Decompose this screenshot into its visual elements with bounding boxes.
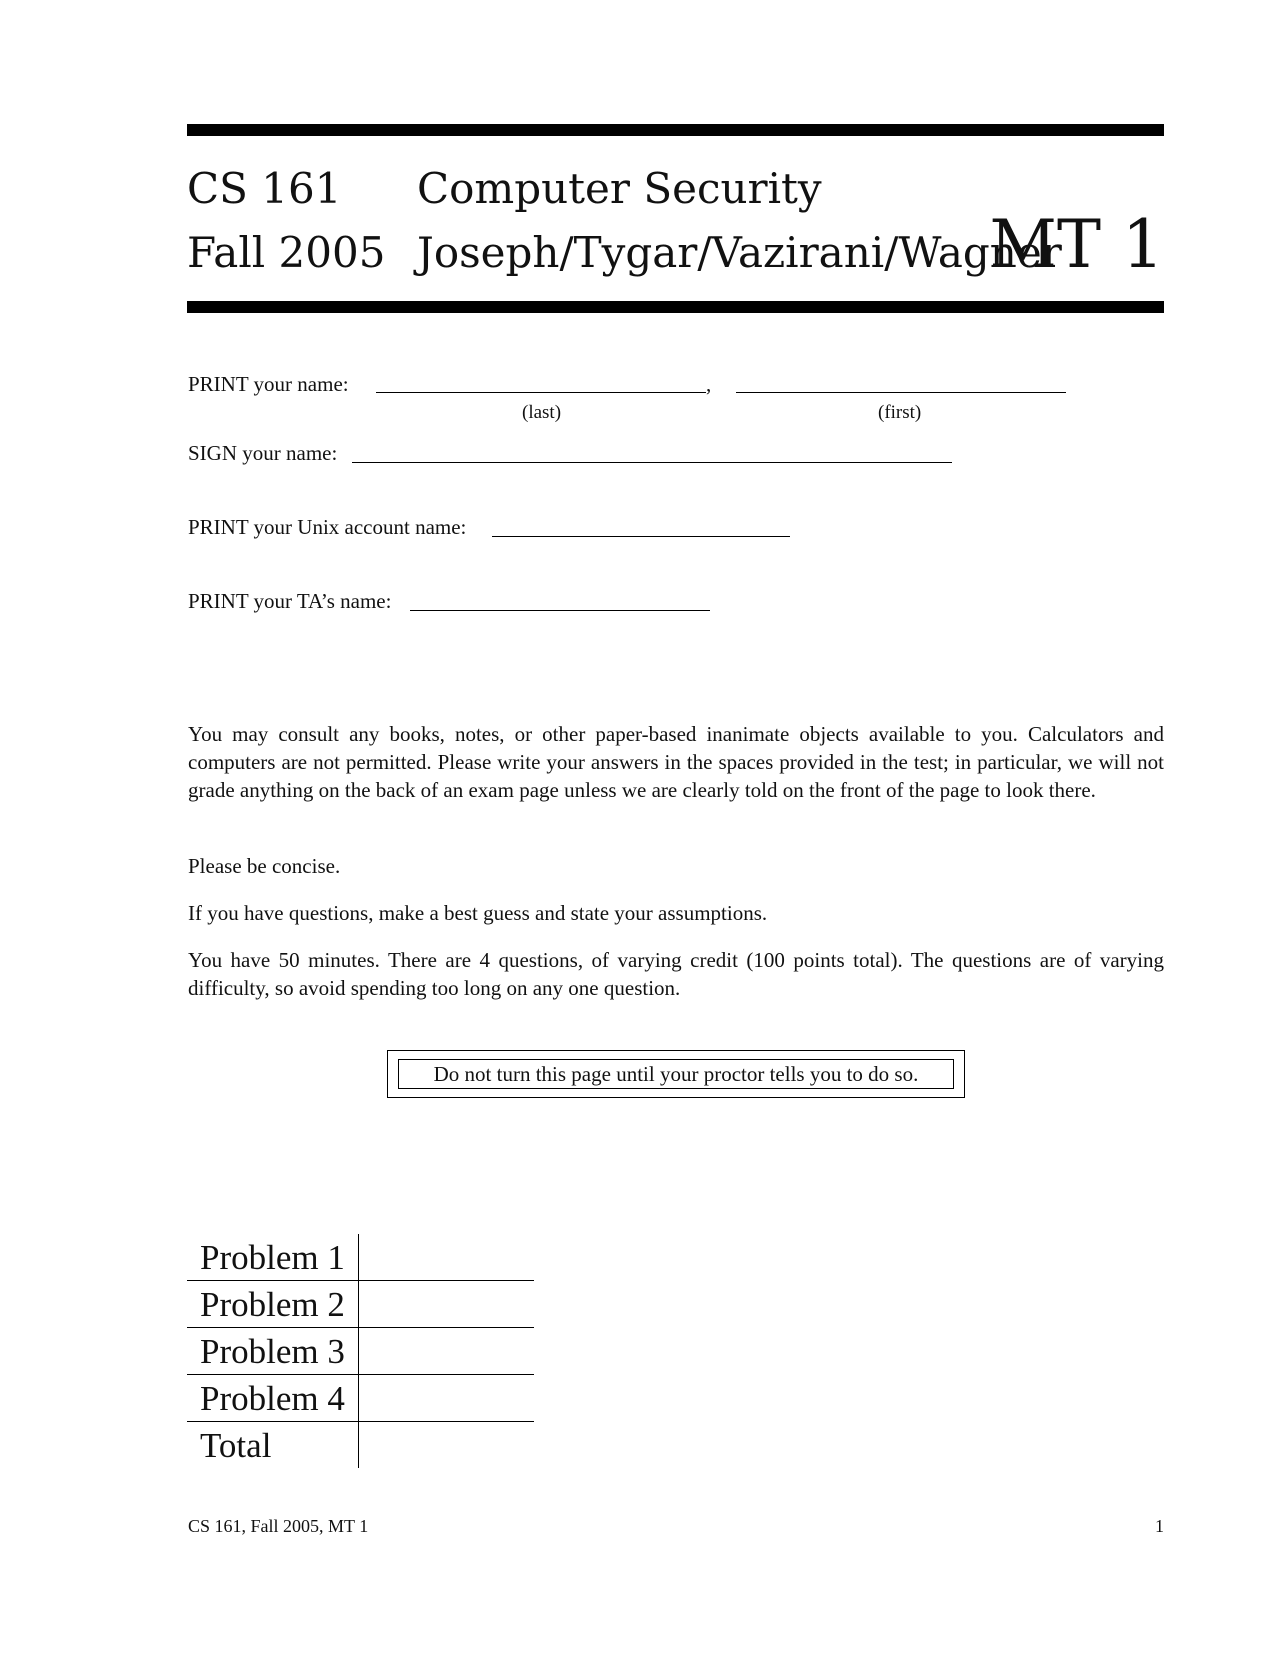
problem-3-label: Problem 3 [187, 1328, 358, 1375]
score-table [187, 1234, 534, 1468]
unix-account-label: PRINT your Unix account name: [188, 515, 467, 539]
problem-4-score-cell[interactable] [358, 1375, 534, 1422]
last-caption: (last) [522, 402, 562, 423]
last-name-field[interactable] [376, 392, 706, 393]
problem-4-label: Problem 4 [187, 1375, 358, 1422]
problem-2-score-cell[interactable] [358, 1281, 534, 1328]
first-caption: (first) [878, 402, 922, 423]
unix-account-field[interactable] [492, 536, 790, 537]
course-number: CS 161 [187, 164, 342, 213]
table-row [187, 1234, 534, 1281]
course-title: Computer Security [417, 164, 822, 213]
table-row [187, 1328, 534, 1375]
instructions-paragraph-3: If you have questions, make a best guess and state your assumptions. [188, 901, 768, 925]
table-row [187, 1281, 534, 1328]
page-number: 1 [1155, 1516, 1164, 1536]
problem-2-label: Problem 2 [187, 1281, 358, 1328]
exam-label: MT 1 [989, 206, 1164, 283]
total-score-cell[interactable] [358, 1422, 534, 1469]
instructions-paragraph-4: You have 50 minutes. There are 4 questions, of varying credit (100 points total). The questions are of varying difficulty, so avoid spending too long on any one question. [188, 948, 1164, 1000]
term: Fall 2005 [187, 228, 386, 277]
footer-course-info: CS 161, Fall 2005, MT 1 [188, 1516, 369, 1536]
bottom-rule [187, 301, 1164, 313]
table-row [187, 1375, 534, 1422]
ta-name-field[interactable] [410, 610, 710, 611]
first-name-field[interactable] [736, 392, 1066, 393]
instructors: Joseph/Tygar/Vazirani/Wagner [417, 228, 1062, 277]
problem-1-label: Problem 1 [187, 1234, 358, 1281]
problem-3-score-cell[interactable] [358, 1328, 534, 1375]
notice-box [387, 1050, 965, 1098]
total-label: Total [187, 1422, 358, 1469]
instructions-paragraph-1: You may consult any books, notes, or other paper-based inanimate objects available to you. Calculators and computers are not permitted. Please write your answers in the spaces provided in the test; in particular, we will not grade anything on the back of an exam page unless we are clearly told on the front of the page to look there. [188, 722, 1164, 802]
top-rule [187, 124, 1164, 136]
name-comma: , [706, 372, 712, 396]
problem-1-score-cell[interactable] [358, 1234, 534, 1281]
sign-name-label: SIGN your name: [188, 441, 338, 465]
signature-field[interactable] [352, 462, 952, 463]
notice-text: Do not turn this page until your proctor tells you to do so. [398, 1059, 954, 1089]
ta-name-label: PRINT your TA’s name: [188, 589, 392, 613]
table-row [187, 1422, 534, 1469]
print-name-label: PRINT your name: [188, 372, 349, 396]
instructions-paragraph-2: Please be concise. [188, 854, 341, 878]
